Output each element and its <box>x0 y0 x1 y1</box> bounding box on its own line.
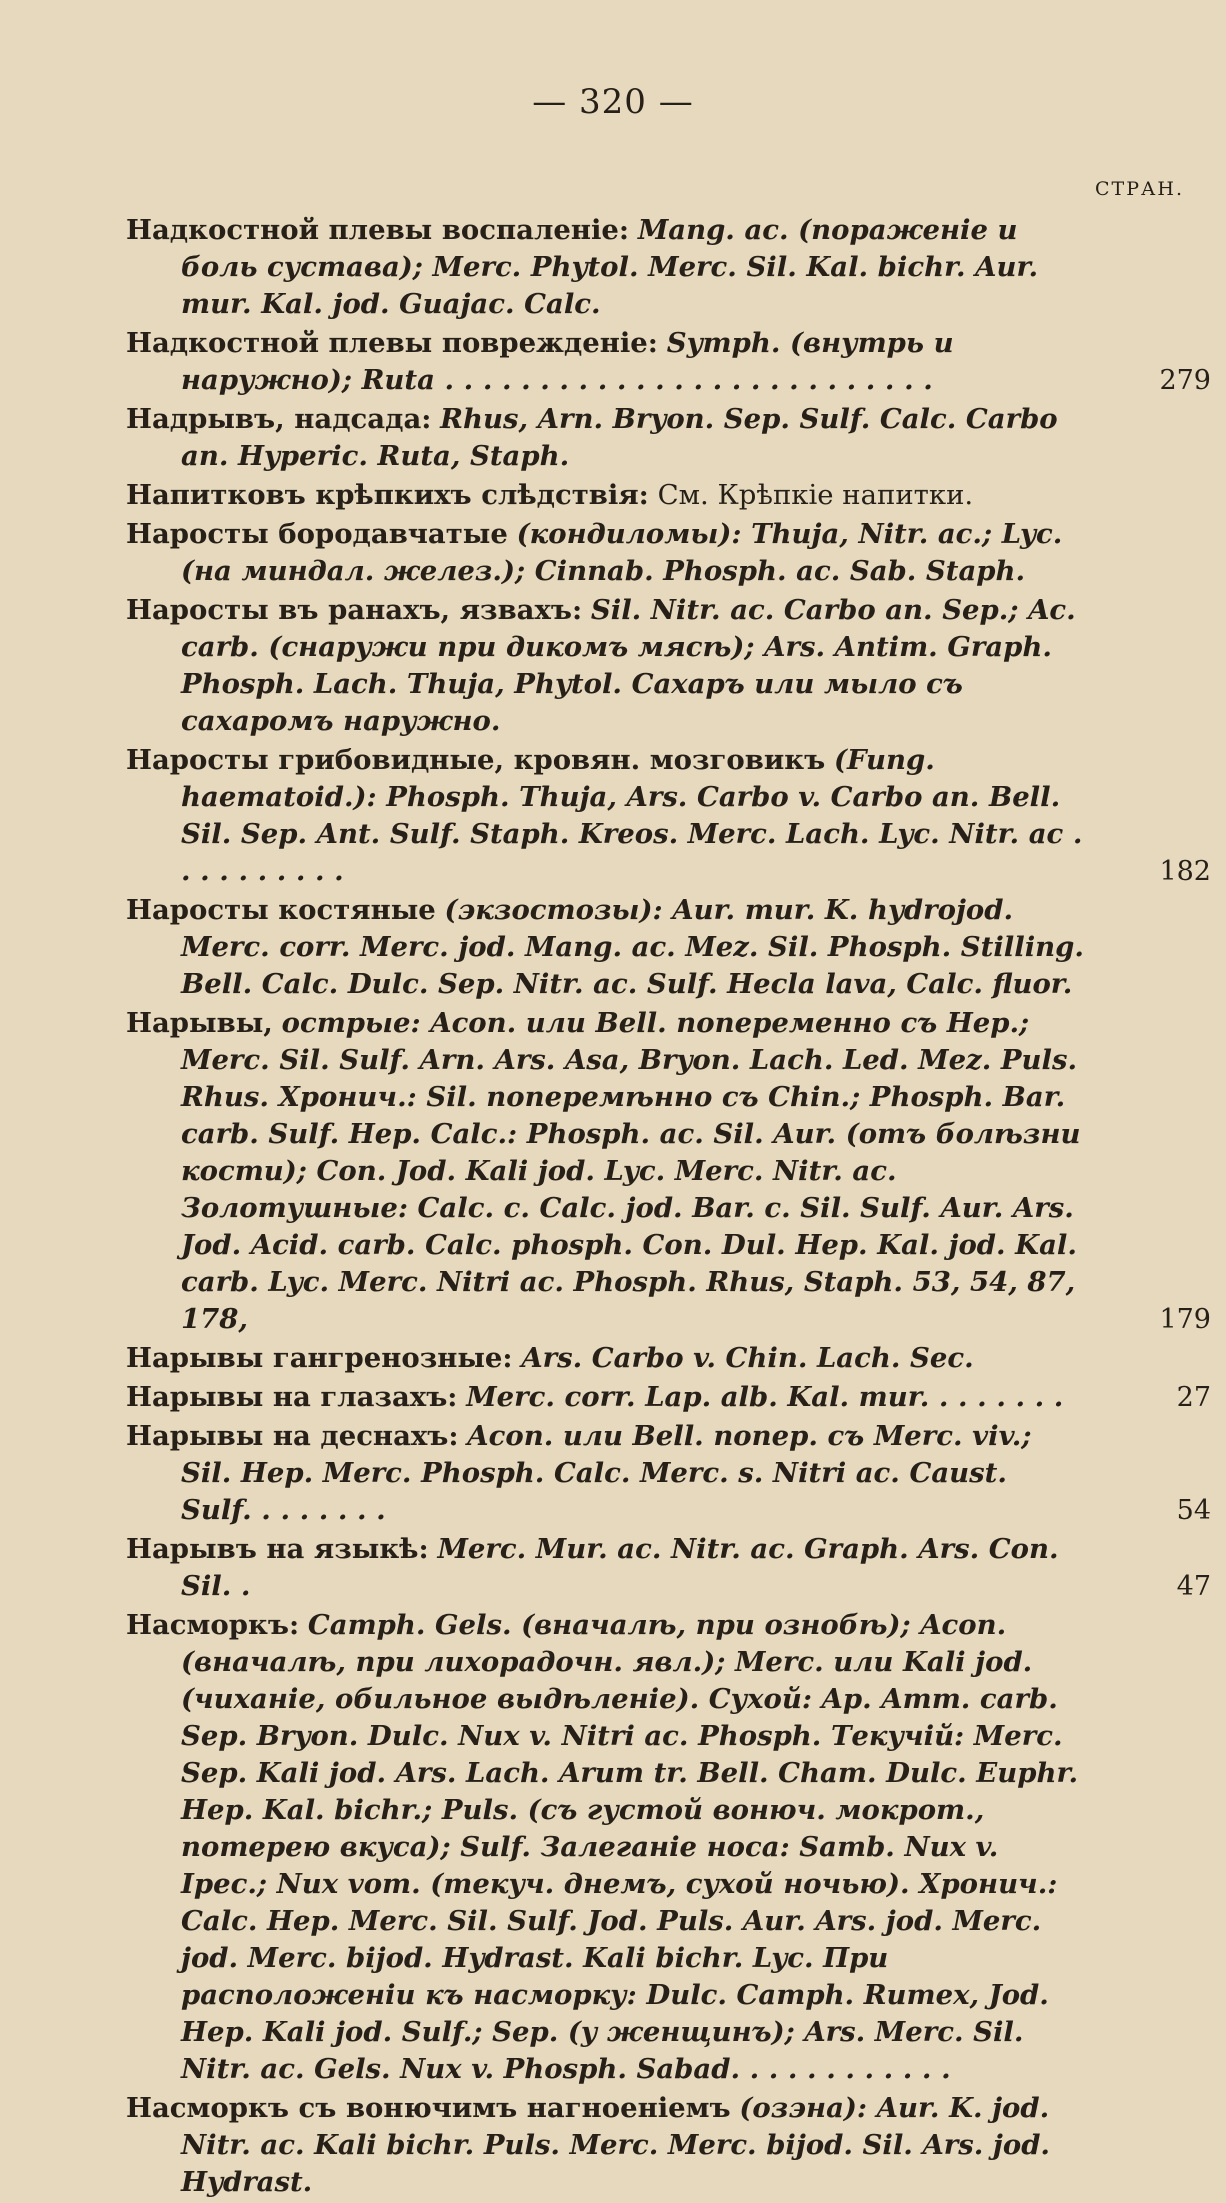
entry-page-ref: 54 <box>1176 1495 1211 1526</box>
index-entry <box>126 212 1141 323</box>
entry-page-ref: 182 <box>1159 856 1211 887</box>
index-entry <box>126 1607 1141 2088</box>
index-entry <box>126 592 1141 740</box>
index-entry <box>126 1005 1211 1338</box>
entry-text: Ars. Carbo v. Chin. Lach. Sec. <box>521 1342 974 1374</box>
entry-heading: Надрывъ, надсада: <box>126 403 432 435</box>
entry-text: (экзостозы): Aur. mur. K. hydrojod. Merc. corr. Merc. jod. Mang. ac. Mez. Sil. Phosph. Stilling. Bell. Calc. Dulc. Sep. Nitr. ac. Sulf. Hecla lava, Calc. fluor. <box>181 894 1084 1000</box>
entry-text: См. Крѣпкіе напитки. <box>657 479 974 511</box>
index-entry <box>126 742 1211 890</box>
index-entry <box>126 1379 1211 1416</box>
entry-heading: Наросты въ ранахъ, язвахъ: <box>126 594 583 626</box>
entry-heading: Нарывы на деснахъ: <box>126 1420 459 1452</box>
entry-heading: Наросты грибовидные, кровян. мозговикъ <box>126 744 826 776</box>
entry-page-ref: 179 <box>1159 1304 1211 1335</box>
entry-text: (кондиломы): Thuja, Nitr. ac.; Lyc. (на миндал. желез.); Cinnab. Phosph. ac. Sab. Staph. <box>181 518 1063 587</box>
entry-text: Sil. Nitr. ac. Carbo an. Sep.; Ac. carb. (снаружи при дикомъ мясѣ); Ars. Antim. Graph. Phosph. Lach. Thuja, Phytol. Сахаръ или мыло съ сахаромъ наружно. <box>181 594 1076 737</box>
entry-text: (озэна): Aur. K. jod. Nitr. ac. Kali bichr. Puls. Merc. Merc. bijod. Sil. Ars. jod. Hydrast. <box>181 2092 1051 2198</box>
index-entry <box>126 1340 1141 1377</box>
index-entry <box>126 892 1141 1003</box>
index-entries <box>126 212 1211 2203</box>
entry-heading: Надкостной плевы поврежденіе: <box>126 327 658 359</box>
entry-heading: Нарывы, <box>126 1007 273 1039</box>
entry-page-ref: 27 <box>1176 1382 1211 1413</box>
index-entry <box>126 2090 1141 2201</box>
entry-text: Camph. Gels. (вначалѣ, при ознобѣ); Acon. (вначалѣ, при лихорадочн. явл.); Merc. или Kali jod. (чиханіе, обильное выдѣленіе). Сухой: Ap. Amm. carb. Sep. Bryon. Dulc. Nux v. Nitri ac. Phosph. Текучій: Merc. Sep. Kali jod. Ars. Lach. Arum tr. Bell. Cham. Dulc. Euphr. Hep. Kal. bichr.; Puls. (съ густой вонюч. мокрот., потерею вкуса); Sulf. Залеганіе носа: Samb. Nux v. Ipec.; Nux vom. (текуч. днемъ, сухой ночью). Хронич.: Calc. Hep. Merc. Sil. Sulf. Jod. Puls. Aur. Ars. jod. Merc. jod. Merc. bijod. Hydrast. Kali bichr. Lyc. При расположеніи къ насморку: Dulc. Camph. Rumex, Jod. Hep. Kali jod. Sulf.; Sep. (у женщинъ); Ars. Merc. Sil. Nitr. ac. Gels. Nux v. Phosph. Sabad. . . . . . . . . . . . <box>181 1609 1079 2085</box>
entry-heading: Нарывы гангренозные: <box>126 1342 513 1374</box>
index-entry <box>126 325 1211 399</box>
index-entry <box>126 401 1141 475</box>
entry-heading: Наросты бородавчатые <box>126 518 508 550</box>
entry-page-ref: 47 <box>1176 1571 1211 1602</box>
entry-text: Rhus, Arn. Bryon. Sep. Sulf. Calc. Carbo an. Hyperic. Ruta, Staph. <box>181 403 1058 472</box>
entry-heading: Нарывъ на языкѣ: <box>126 1533 429 1565</box>
index-entry <box>126 1418 1211 1529</box>
page-column-header: СТРАН. <box>1095 178 1184 200</box>
entry-page-ref: 279 <box>1159 365 1211 396</box>
index-entry <box>126 477 1141 514</box>
entry-heading: Наросты костяные <box>126 894 436 926</box>
entry-text: Merc. Mur. ac. Nitr. ac. Graph. Ars. Con. Sil. . <box>181 1533 1059 1602</box>
entry-text: острые: Acon. или Bell. попеременно съ Hep.; Merc. Sil. Sulf. Arn. Ars. Asa, Bryon. Lach. Led. Mez. Puls. Rhus. Хронич.: Sil. поперемѣнно съ Chin.; Phosph. Bar. carb. Sulf. Hep. Calc.: Phosph. ac. Sil. Aur. (отъ болѣзни кости); Con. Jod. Kali jod. Lyc. Merc. Nitr. ac. Золотушные: Calc. c. Calc. jod. Bar. c. Sil. Sulf. Aur. Ars. Jod. Acid. carb. Calc. phosph. Con. Dul. Hep. Kal. jod. Kal. carb. Lyc. Merc. Nitri ac. Phosph. Rhus, Staph. 53, 54, 87, 178, <box>181 1007 1081 1335</box>
entry-text: Mang. ac. (пораженіе и боль сустава); Merc. Phytol. Merc. Sil. Kal. bichr. Aur. mur. Kal. jod. Guajac. Calc. <box>181 214 1039 320</box>
entry-heading: Напитковъ крѣпкихъ слѣдствія: <box>126 479 649 511</box>
entry-text: Merc. corr. Lap. alb. Kal. mur. . . . . . . . <box>466 1381 1064 1413</box>
entry-text: (Fung. haematoid.): Phosph. Thuja, Ars. Carbo v. Carbo an. Bell. Sil. Sep. Ant. Sulf. Staph. Kreos. Merc. Lach. Lyc. Nitr. ac . . . . . . . . . . <box>181 744 1083 887</box>
entry-heading: Надкостной плевы воспаленіе: <box>126 214 630 246</box>
entry-heading: Насморкъ: <box>126 1609 300 1641</box>
entry-text: Acon. или Bell. попер. съ Merc. viv.; Sil. Hep. Merc. Phosph. Calc. Merc. s. Nitri ac. Caust. Sulf. . . . . . . . <box>181 1420 1032 1526</box>
page-number: — 320 — <box>532 82 694 122</box>
index-entry <box>126 516 1141 590</box>
entry-heading: Нарывы на глазахъ: <box>126 1381 458 1413</box>
entry-text: Symph. (внутрь и наружно); Ruta . . . . . . . . . . . . . . . . . . . . . . . . . . <box>181 327 954 396</box>
entry-heading: Насморкъ съ вонючимъ нагноеніемъ <box>126 2092 731 2124</box>
index-entry <box>126 1531 1211 1605</box>
